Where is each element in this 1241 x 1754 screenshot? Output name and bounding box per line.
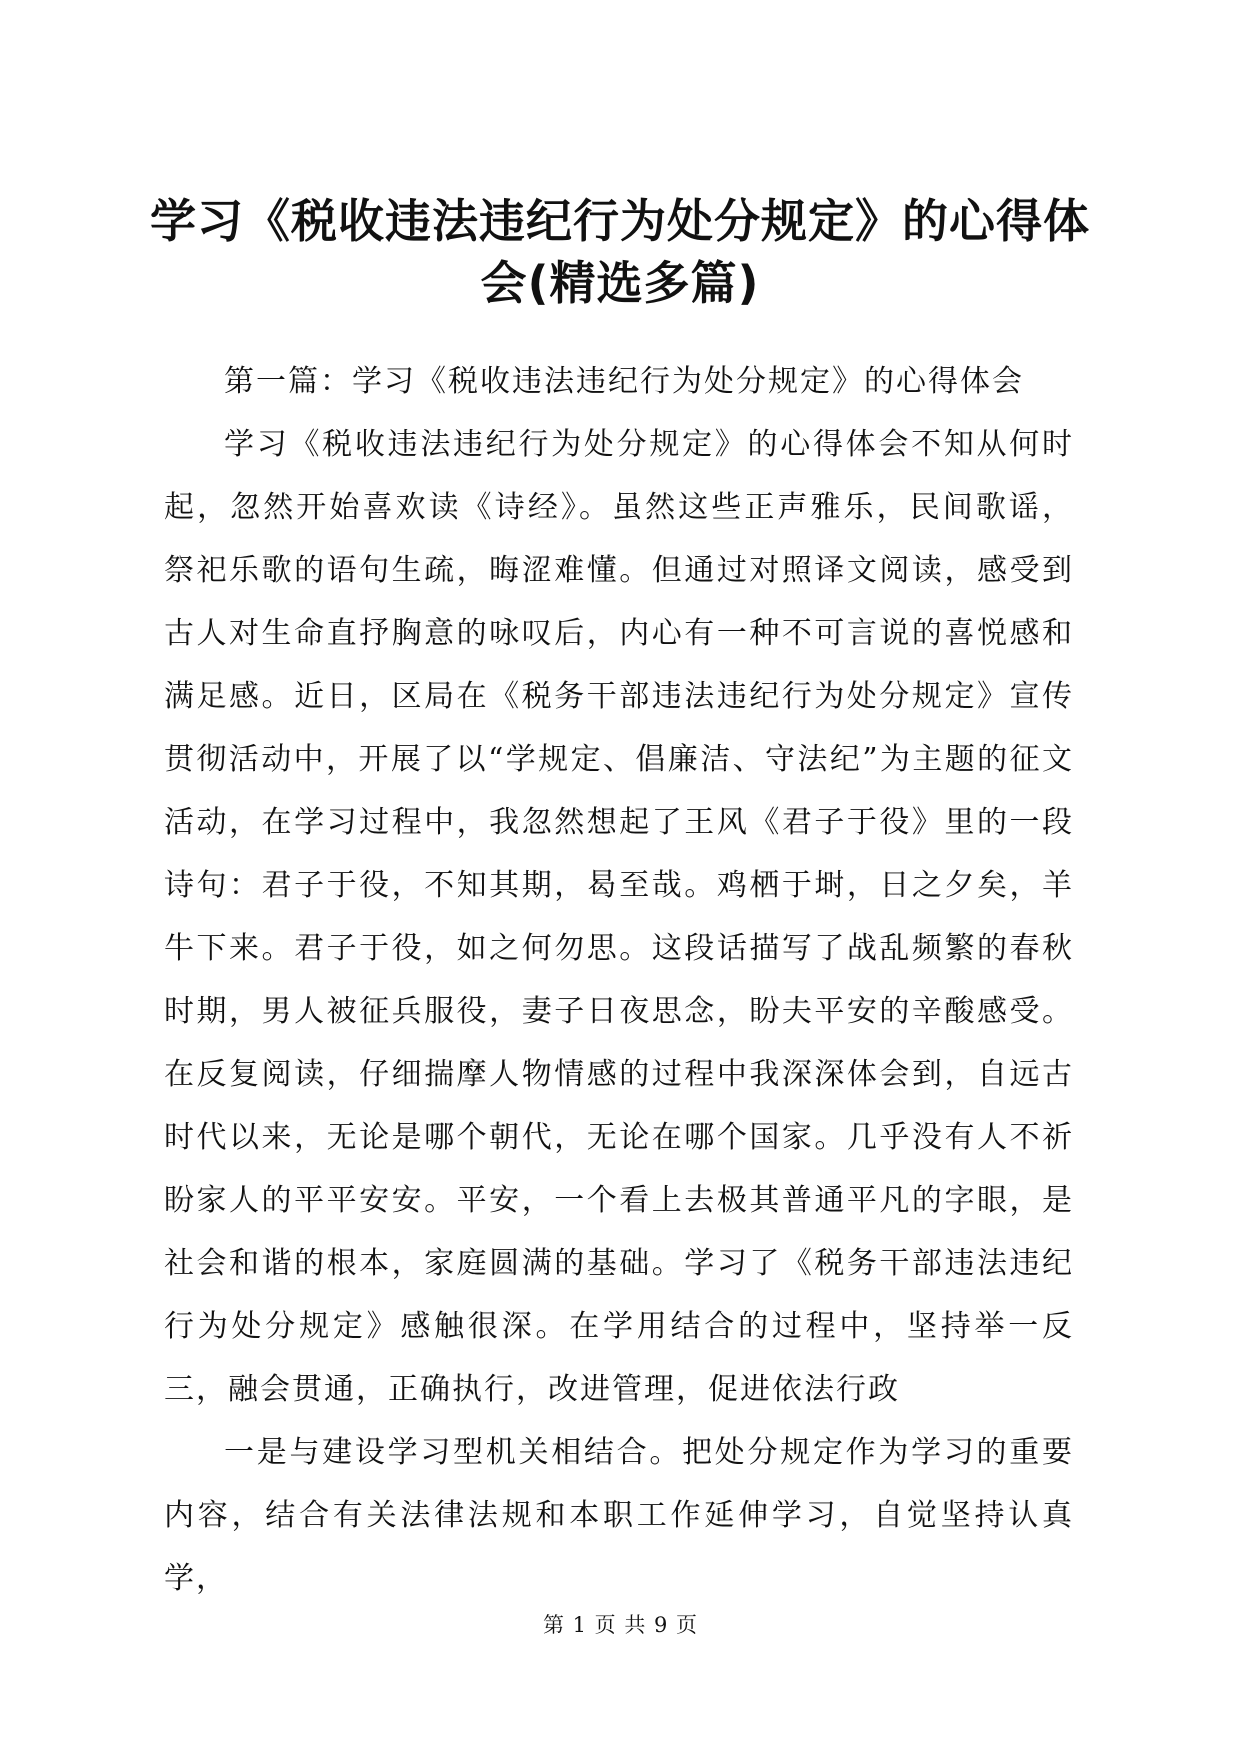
paragraph-section-heading: 第一篇：学习《税收违法违纪行为处分规定》的心得体会 [224, 364, 1024, 399]
document-title: 学习《税收违法违纪行为处分规定》的心得体会(精选多篇) [150, 194, 1090, 310]
page-footer: 第 1 页 共 9 页 [542, 1613, 699, 1637]
paragraph-body-2: 一是与建设学习型机关相结合。把处分规定作为学习的重要内容，结合有关法律法规和本职工作延伸学习，自觉坚持认真学， [164, 1435, 1074, 1596]
document-body [164, 350, 1074, 1610]
paragraph-body-1: 学习《税收违法违纪行为处分规定》的心得体会不知从何时起，忽然开始喜欢读《诗经》。虽然这些正声雅乐，民间歌谣，祭祀乐歌的语句生疏，晦涩难懂。但通过对照译文阅读，感受到古人对生命直抒胸意的咏叹后，内心有一种不可言说的喜悦感和满足感。近日，区局在《税务干部违法违纪行为处分规定》宣传贯彻活动中，开展了以“学规定、倡廉洁、守法纪”为主题的征文活动，在学习过程中，我忽然想起了王风《君子于役》里的一段诗句：君子于役，不知其期，曷至哉。鸡栖于埘，日之夕矣，羊牛下来。君子于役，如之何勿思。这段话描写了战乱频繁的春秋时期，男人被征兵服役，妻子日夜思念，盼夫平安的辛酸感受。在反复阅读，仔细揣摩人物情感的过程中我深深体会到，自远古时代以来，无论是哪个朝代，无论在哪个国家。几乎没有人不祈盼家人的平平安安。平安，一个看上去极其普通平凡的字眼，是社会和谐的根本，家庭圆满的基础。学习了《税务干部违法违纪行为处分规定》感触很深。在学用结合的过程中，坚持举一反三，融会贯通，正确执行，改进管理，促进依法行政 [164, 427, 1074, 1407]
